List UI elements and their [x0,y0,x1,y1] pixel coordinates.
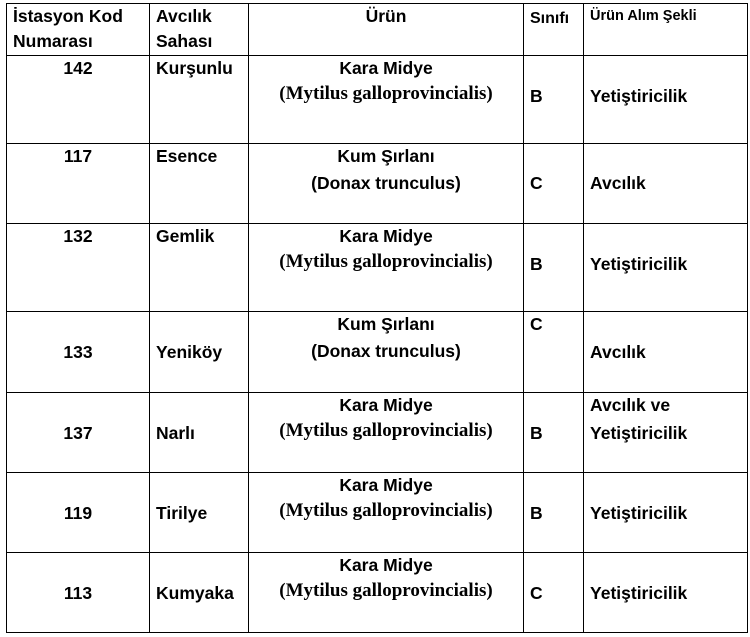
class-value: C [530,583,543,603]
station-code-cell: 142 [7,56,150,144]
area-value: Narlı [156,423,195,443]
area-cell [150,393,249,473]
class-cell [524,393,584,473]
station-code-value: 119 [63,503,93,523]
table-row [7,56,748,144]
header-method: Ürün Alım Şekli [584,4,748,56]
station-code-cell [7,553,150,633]
method-cell [584,56,748,144]
product-name: Kara Midye [339,395,433,415]
product-scientific: (Mytilus galloprovincialis) [279,251,493,272]
method-value: Avcılık [590,173,646,193]
station-code-cell: 132 [7,224,150,312]
area-cell [150,553,249,633]
method-cell [584,224,748,312]
method-value: Yetiştiricilik [590,503,688,523]
table-row [7,473,748,553]
header-row [7,4,748,56]
product-scientific: (Mytilus galloprovincialis) [279,500,493,521]
header-station-code-line2: Numarası [13,31,93,51]
header-area-line2: Sahası [156,31,213,51]
class-cell [524,224,584,312]
station-code-cell [7,312,150,393]
method-value-line1: Avcılık ve [590,395,671,415]
station-code-value: 137 [63,423,93,443]
method-value: Avcılık [590,342,646,362]
header-station-code [7,4,150,56]
header-class: Sınıfı [524,4,584,56]
product-scientific: (Mytilus galloprovincialis) [279,580,493,601]
class-value: C [530,173,543,193]
area-cell: Esence [150,144,249,224]
station-code-value: 113 [63,583,93,603]
product-cell [249,553,524,633]
product-name: Kara Midye [339,226,433,246]
product-scientific: (Donax trunculus) [311,341,461,361]
product-name: Kum Şırlanı [337,314,435,334]
class-value: B [530,254,543,274]
station-code-cell [7,393,150,473]
method-cell [584,312,748,393]
area-cell: Gemlik [150,224,249,312]
header-station-code-line1: İstasyon Kod [13,6,123,26]
class-cell: C [524,312,584,393]
table-row [7,553,748,633]
method-value-line2: Yetiştiricilik [590,423,688,443]
station-table [6,3,748,633]
method-cell [584,393,748,473]
class-cell [524,144,584,224]
product-name: Kara Midye [339,555,433,575]
product-cell [249,144,524,224]
table-row [7,393,748,473]
class-cell [524,473,584,553]
table-row [7,224,748,312]
product-cell [249,393,524,473]
header-area-line1: Avcılık [156,6,212,26]
area-value: Yeniköy [156,342,223,362]
area-value: Tirilye [156,503,208,523]
product-scientific: (Mytilus galloprovincialis) [279,420,493,441]
product-name: Kara Midye [339,475,433,495]
area-cell [150,312,249,393]
product-cell [249,224,524,312]
class-value: B [530,86,543,106]
method-value: Yetiştiricilik [590,583,688,603]
product-scientific: (Mytilus galloprovincialis) [279,83,493,104]
product-cell [249,312,524,393]
header-product: Ürün [249,4,524,56]
area-value: Kumyaka [156,583,234,603]
product-cell [249,56,524,144]
table-row [7,144,748,224]
station-code-cell [7,473,150,553]
class-cell [524,553,584,633]
product-name: Kum Şırlanı [337,146,435,166]
class-value: B [530,423,543,443]
class-value: B [530,503,543,523]
product-cell [249,473,524,553]
station-code-value: 133 [63,342,93,362]
method-cell [584,144,748,224]
method-cell [584,553,748,633]
header-area [150,4,249,56]
station-code-cell: 117 [7,144,150,224]
table-row [7,312,748,393]
product-scientific: (Donax trunculus) [311,173,461,193]
class-cell [524,56,584,144]
area-cell: Kurşunlu [150,56,249,144]
method-value: Yetiştiricilik [590,86,688,106]
product-name: Kara Midye [339,58,433,78]
area-cell [150,473,249,553]
method-cell [584,473,748,553]
method-value: Yetiştiricilik [590,254,688,274]
